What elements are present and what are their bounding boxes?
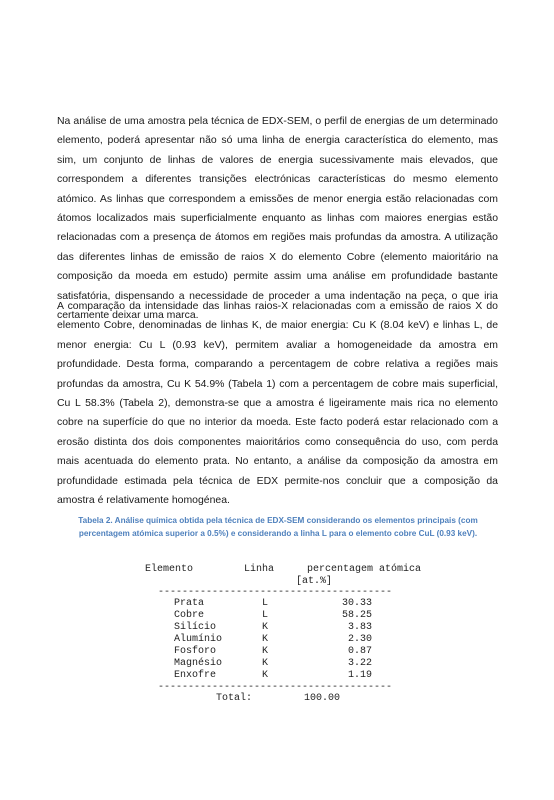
paragraph-1: Na análise de uma amostra pela técnica de EDX-SEM, o perfil de energias de um determinado elemento, poderá apresentar não só uma linha de energia característica do elemento, mas sim, um conjunto de linhas de valores de energia sucessivamente mais elevados, que correspondem a diferentes transições electrónicas características do mesmo elemento atómico. As linhas que correspondem a emissões de menor energia estão relacionadas com átomos localizados mais superficialmente enquanto as linhas com maiores energias estão relacionadas com a presença de átomos em regiões mais profundas da amostra. A utilização das diferentes linhas de emissão de raios X do elemento Cobre (elemento maioritário na composição da moeda em estudo) permite assim uma análise em profundidade bastante satisfatória, dispensando a necessidade de proceder a uma indentação na peça, o que iria certamente deixar uma marca. xyxy=(57,116,498,322)
row-valor: 3.22 xyxy=(347,658,372,669)
total-value: 100.00 xyxy=(304,693,341,704)
table-rule-bottom: --------------------------------------- xyxy=(158,682,393,693)
row-elemento: Enxofre xyxy=(174,670,217,681)
row-linha: K xyxy=(262,622,269,633)
row-valor: 1.19 xyxy=(347,670,372,681)
header-linha: Linha xyxy=(244,564,275,575)
row-linha: L xyxy=(262,598,269,609)
row-valor: 0.87 xyxy=(347,646,372,657)
table-rule-top: --------------------------------------- xyxy=(158,587,393,598)
row-linha: L xyxy=(262,610,269,621)
row-elemento: Fosforo xyxy=(174,646,217,657)
row-elemento: Prata xyxy=(174,598,205,609)
header-percentagem: percentagem atómica xyxy=(307,564,422,575)
row-elemento: Magnésio xyxy=(174,658,223,669)
row-elemento: Silício xyxy=(174,622,217,633)
header-elemento: Elemento xyxy=(145,564,194,575)
row-linha: K xyxy=(262,646,269,657)
row-elemento: Alumínio xyxy=(174,634,223,645)
paragraph-2: A comparação da intensidade das linhas raios-X relacionadas com a emissão de raios X do elemento Cobre, denominadas de linhas K, de maior energia: Cu K (8.04 keV) e linhas L, de menor energia: Cu L (0.93 keV), permitem avaliar a homogeneidade da amostra em profundidade. Desta forma, comparando a percentagem de cobre relativa a regiões mais profundas da amostra, Cu K 54.9% (Tabela 1) com a percentagem de cobre mais superficial, Cu L 58.3% (Tabela 2), demonstra-se que a amostra é ligeiramente mais rica no elemento cobre na superfície do que no interior da moeda. Este facto poderá estar relacionado com a erosão distinta dos dois componentes maioritários como consequência do uso, com perda mais acentuada do elemento prata. No entanto, a análise da composição da amostra em profundidade estimada pela técnica de EDX permite-nos concluir que a composição da amostra é relativamente homogénea. xyxy=(57,301,498,507)
header-unit: [at.%] xyxy=(296,576,333,587)
row-linha: K xyxy=(262,658,269,669)
row-valor: 30.33 xyxy=(341,598,372,609)
row-valor: 2.30 xyxy=(347,634,372,645)
total-label: Total: xyxy=(216,693,253,704)
row-linha: K xyxy=(262,670,269,681)
row-valor: 3.83 xyxy=(347,622,372,633)
row-valor: 58.25 xyxy=(341,610,372,621)
row-elemento: Cobre xyxy=(174,610,205,621)
table-caption: Tabela 2. Análise química obtida pela técnica de EDX-SEM considerando os elementos principais (com percentagem atómica superior a 0.5%) e considerando a linha L para o elemento cobre CuL (0.93 keV). xyxy=(78,516,478,538)
row-linha: K xyxy=(262,634,269,645)
